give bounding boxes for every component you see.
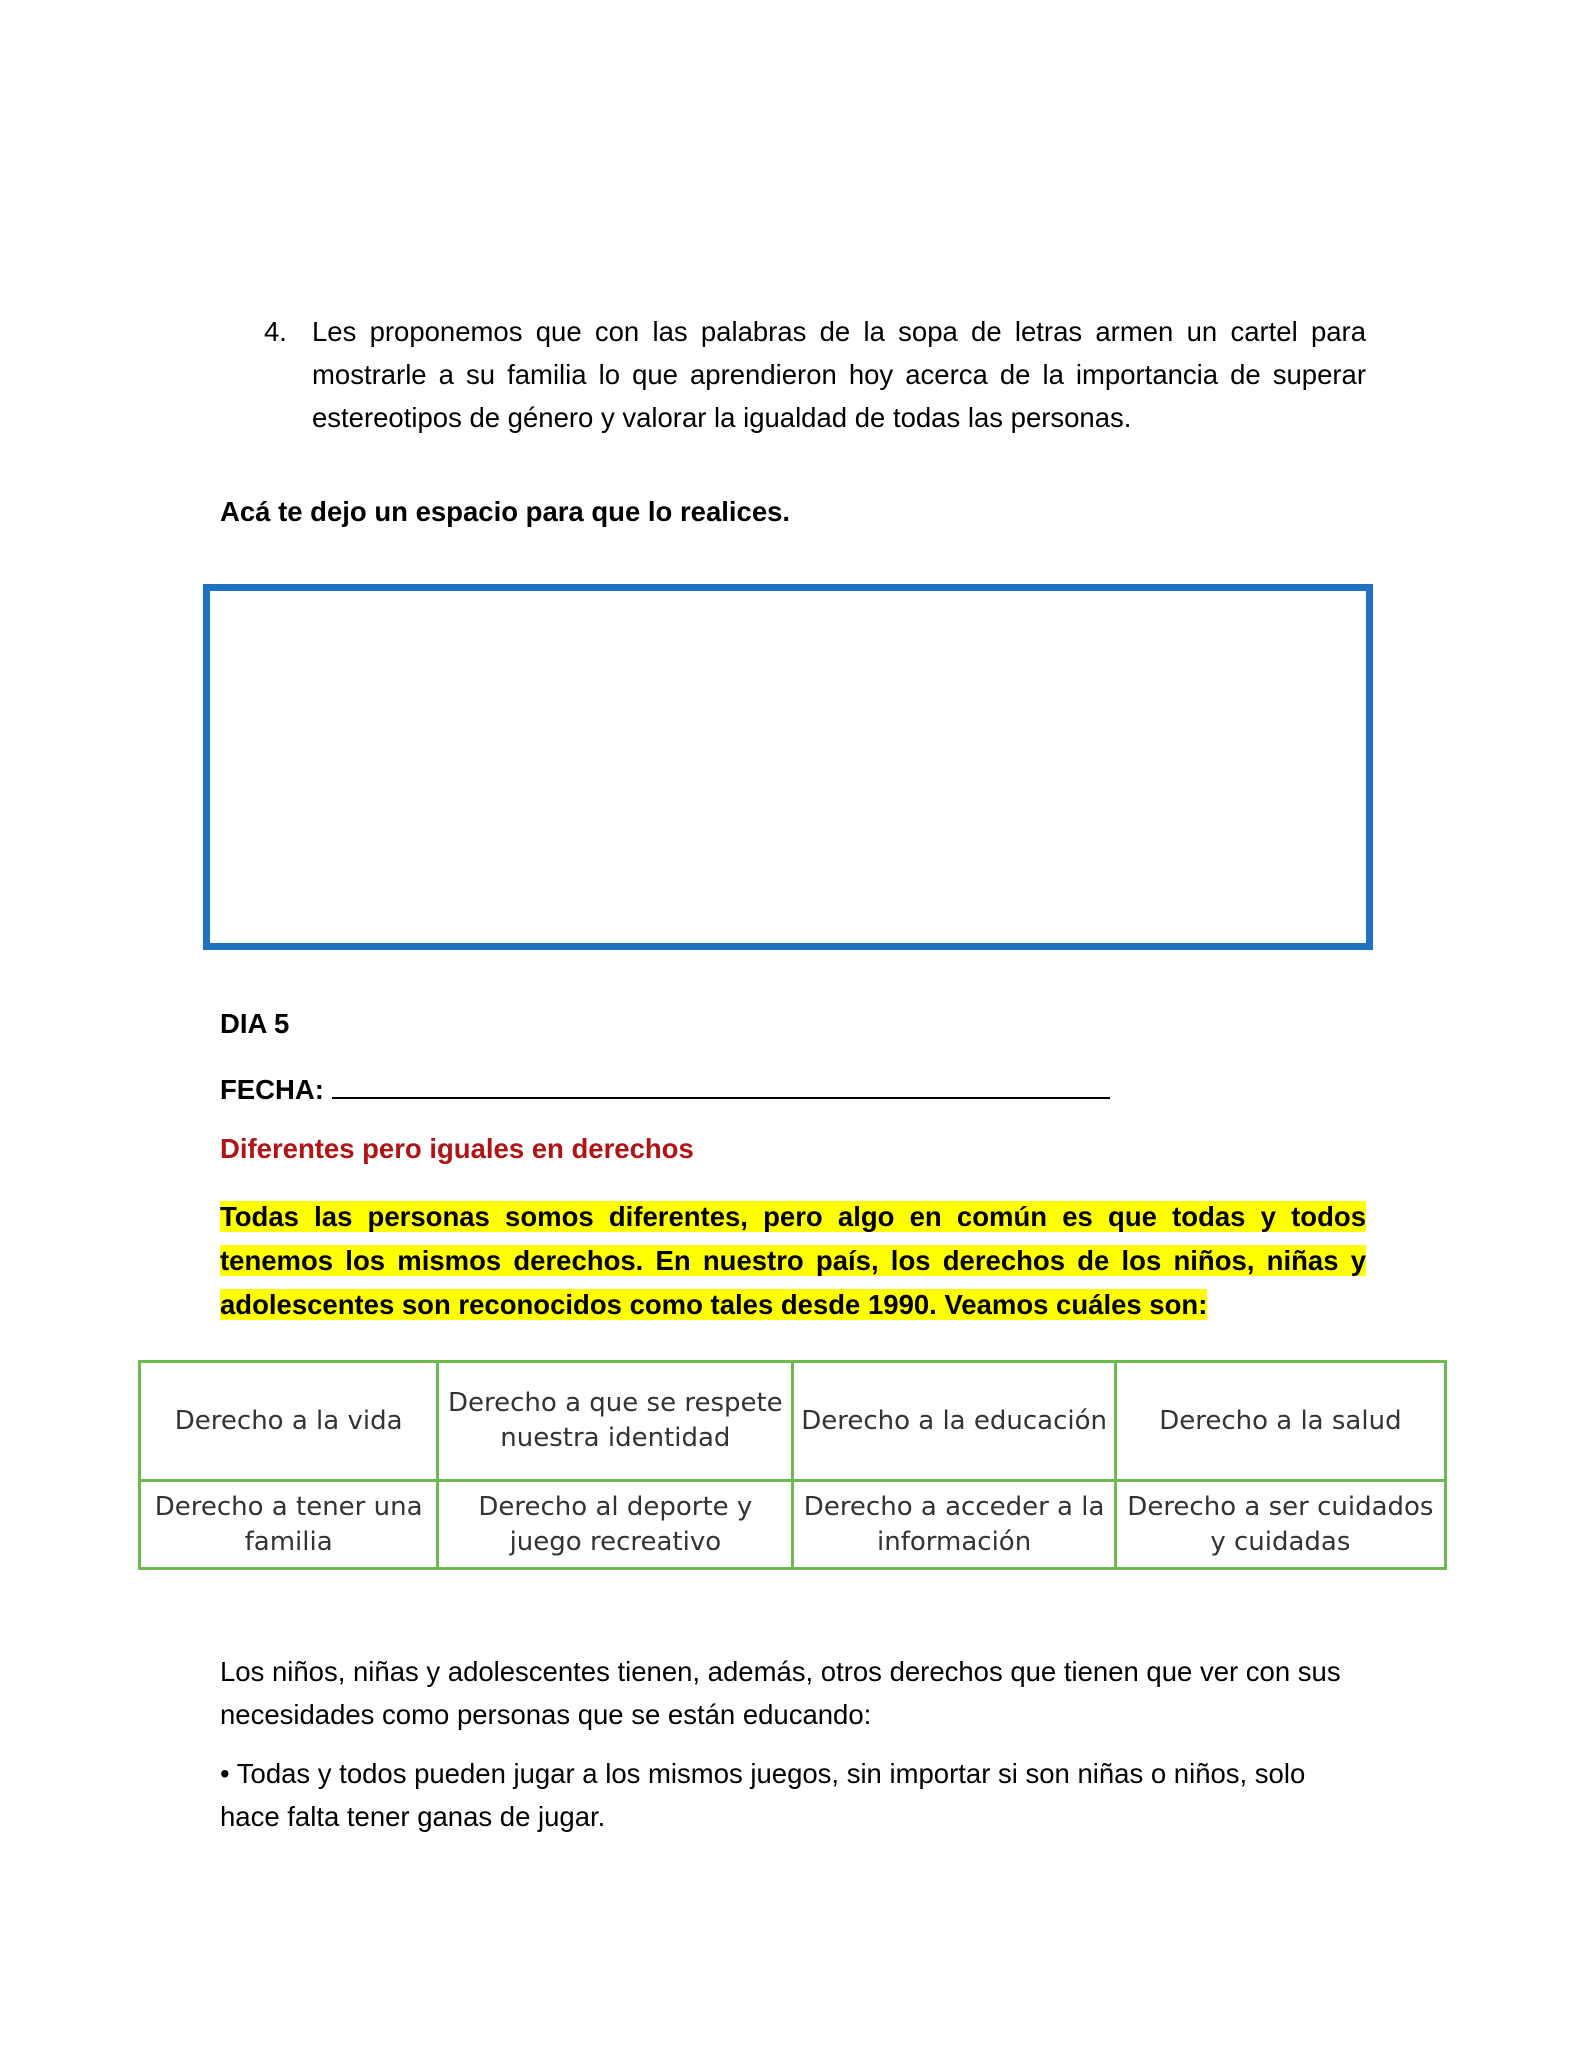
table-cell: Derecho a tener una familia — [140, 1481, 438, 1569]
table-cell: Derecho a la educación — [793, 1362, 1115, 1481]
fecha-line — [220, 1071, 1110, 1106]
fecha-blank-field[interactable] — [332, 1071, 1110, 1099]
space-instruction: Acá te dejo un espacio para que lo realices. — [220, 496, 791, 527]
other-rights-paragraph: Los niños, niñas y adolescentes tienen, además, otros derechos que tienen que ver con sus necesidades como personas que se están educando: — [220, 1656, 1341, 1730]
table-cell: Derecho al deporte y juego recreativo — [438, 1481, 793, 1569]
table-row — [140, 1362, 1446, 1481]
section-subtitle: Diferentes pero iguales en derechos — [220, 1133, 694, 1164]
instruction-item-4 — [264, 310, 1366, 439]
drawing-space-box[interactable] — [203, 584, 1373, 950]
item-number: 4. — [264, 316, 287, 347]
table-row — [140, 1481, 1446, 1569]
item-text: Les proponemos que con las palabras de la sopa de letras armen un cartel para mostrarle a su familia lo que aprendieron hoy acerca de la importancia de superar estereotipos de género y valorar la igualdad de todas las personas. — [312, 316, 1366, 433]
highlighted-paragraph — [220, 1195, 1366, 1327]
table-cell: Derecho a acceder a la información — [793, 1481, 1115, 1569]
bullet-item: • Todas y todos pueden jugar a los mismos juegos, sin importar si son niñas o niños, solo hace falta tener ganas de jugar. — [220, 1758, 1306, 1832]
fecha-label: FECHA: — [220, 1074, 324, 1105]
table-cell: Derecho a ser cuidados y cuidadas — [1115, 1481, 1445, 1569]
table-cell: Derecho a la salud — [1115, 1362, 1445, 1481]
table-cell: Derecho a que se respete nuestra identidad — [438, 1362, 793, 1481]
table-cell: Derecho a la vida — [140, 1362, 438, 1481]
day-label: DIA 5 — [220, 1008, 290, 1039]
rights-table — [138, 1360, 1447, 1570]
highlighted-text: Todas las personas somos diferentes, pero algo en común es que todas y todos tenemos los mismos derechos. En nuestro país, los derechos de los niños, niñas y adolescentes son reconocidos como tales desde 1990. Veamos cuáles son: — [220, 1201, 1366, 1320]
